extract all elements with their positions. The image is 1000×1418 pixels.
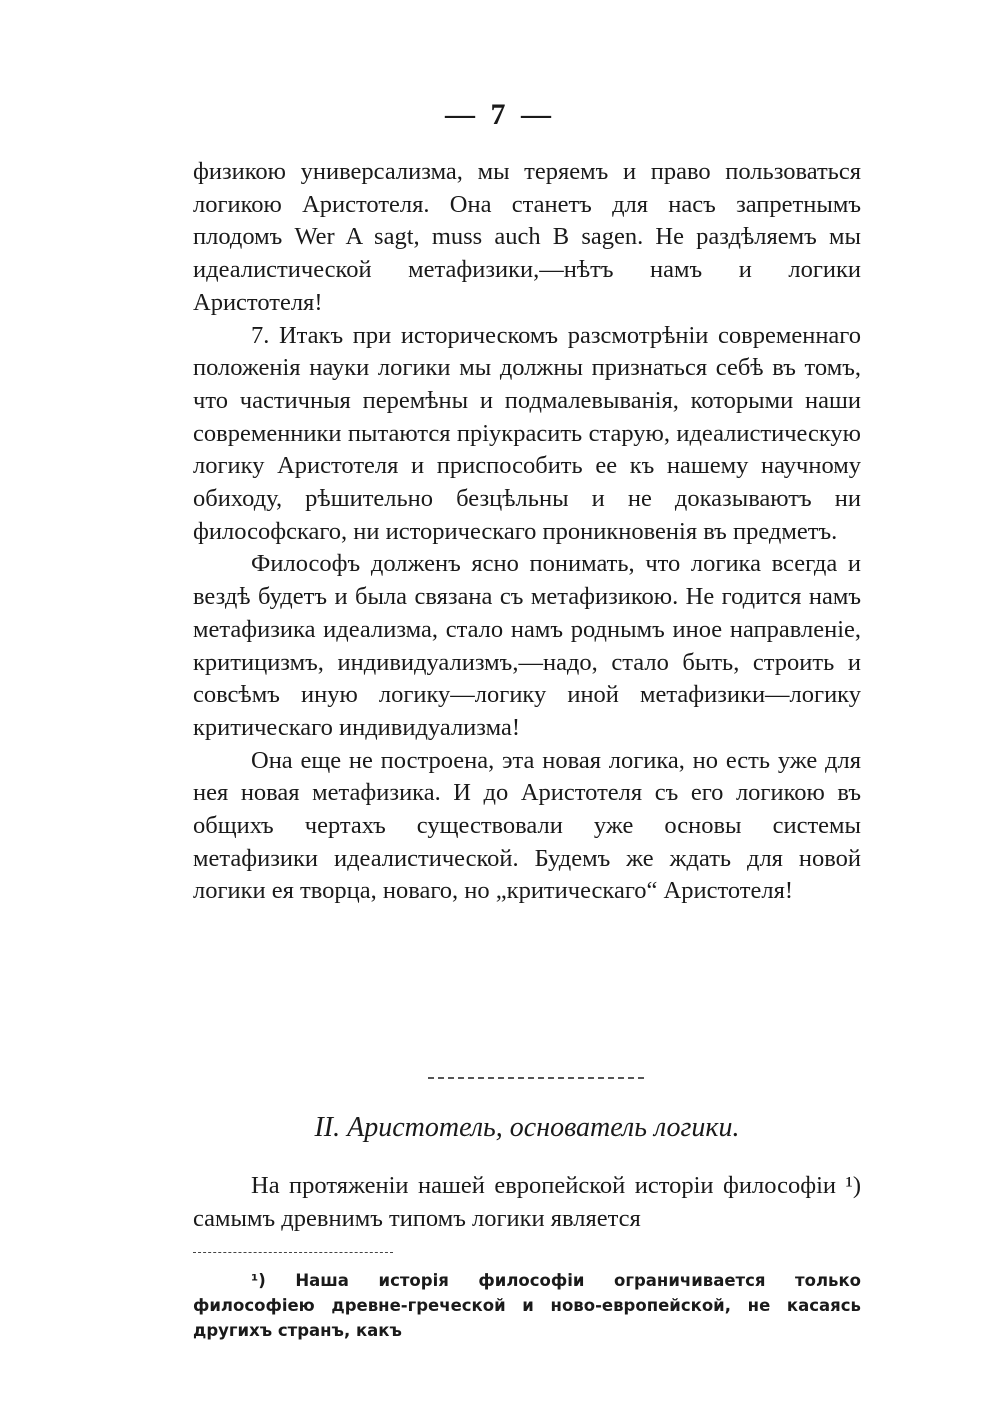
- page-number: — 7 —: [445, 98, 555, 131]
- paragraph-2: 7. Итакъ при историческомъ разсмотрѣніи современнаго положенія науки логики мы должны признаться себѣ въ томъ, что частичныя перемѣны и подмалевыванія, которыми наши современники пытаются пріукрасить старую, идеалистическую логику Аристотеля и приспособить ее къ нашему научному обиходу, рѣшительно безцѣльны и не доказываютъ ни философскаго, ни историческаго проникновенія въ предметъ.: [193, 321, 861, 545]
- paragraph-3: Философъ долженъ ясно понимать, что логика всегда и вездѣ будетъ и была связана съ метафизикою. Не годится намъ метафизика идеализма, стало намъ роднымъ иное направленіе, критицизмъ, индивидуализмъ,—надо, стало быть, строить и совсѣмъ иную логику—логику иной метафизики—логику критическаго индивидуализма!: [193, 550, 861, 741]
- section-text: [193, 1170, 861, 1235]
- footnote-text: ¹) Наша исторія философіи ограничивается только философіею древне-греческой и ново-европейской, не касаясь другихъ странъ, какъ: [193, 1271, 861, 1340]
- paragraph-4: Она еще не построена, эта новая логика, но есть уже для нея новая метафизика. И до Аристотеля съ его логикою въ общихъ чертахъ существовали уже основы системы метафизики идеалистической. Будемъ же ждать для новой логики ея творца, новаго, но „критическаго“ Аристотеля!: [193, 746, 861, 905]
- footnote-rule: [193, 1252, 393, 1253]
- section-paragraph: На протяженіи нашей европейской исторіи философіи ¹) самымъ древнимъ типомъ логики является: [193, 1172, 861, 1232]
- paragraph-1: физикою универсализма, мы теряемъ и право пользоваться логикою Аристотеля. Она станетъ для насъ запретнымъ плодомъ Wer A sagt, muss auch B sagen. Не раздѣляемъ мы идеалистической метафизики,—нѣтъ намъ и логики Аристотеля!: [193, 158, 861, 316]
- footnote: [193, 1268, 861, 1343]
- section-heading: II. Аристотель, основатель логики.: [314, 1112, 740, 1143]
- section-divider: [428, 1077, 644, 1079]
- main-text: [193, 156, 861, 908]
